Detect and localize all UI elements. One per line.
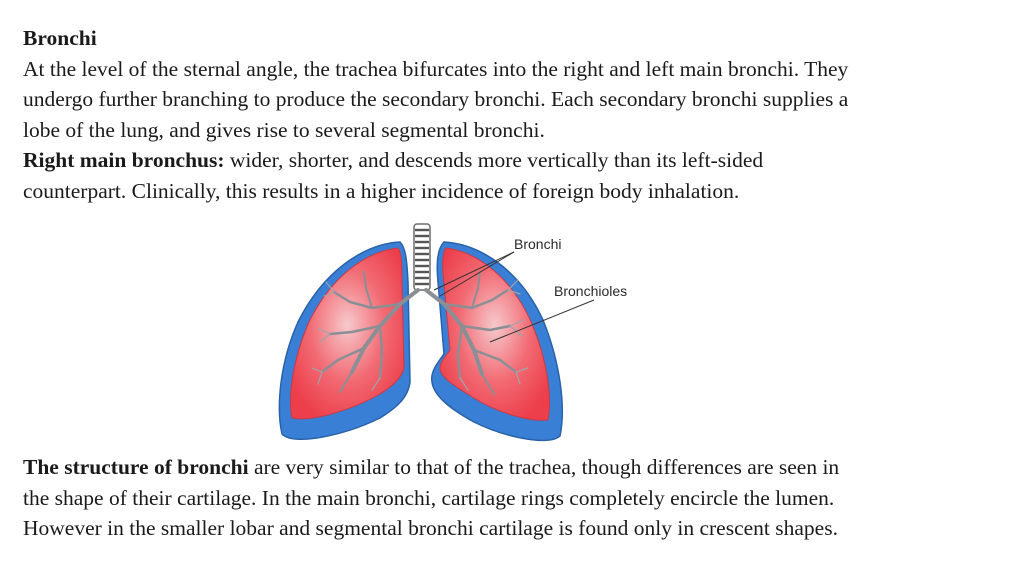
- right-main-text: wider, shorter, and descends more vertically than its left-sided: [224, 148, 764, 172]
- right-main-line-2: counterpart. Clinically, this results in a higher incidence of foreign body inhalation.: [23, 178, 740, 203]
- structure-section: [23, 452, 1008, 544]
- section-heading: Bronchi: [23, 26, 97, 50]
- right-main-label: Right main bronchus:: [23, 148, 225, 172]
- structure-label: The structure of bronchi: [23, 455, 249, 479]
- bronchi-label: Bronchi: [514, 236, 562, 252]
- structure-text: are very similar to that of the trachea, though differences are seen in: [248, 455, 840, 479]
- lungs-diagram: [268, 222, 668, 448]
- left-lung: [432, 242, 563, 440]
- intro-line-3: lobe of the lung, and gives rise to several segmental bronchi.: [23, 117, 545, 142]
- structure-line-1: [23, 452, 1008, 483]
- right-main-line-1: [23, 145, 1008, 176]
- intro-line-2: undergo further branching to produce the secondary bronchi. Each secondary bronchi supplies a: [23, 87, 849, 111]
- structure-line-3: However in the smaller lobar and segmental bronchi cartilage is found only in crescent shapes.: [23, 516, 838, 540]
- bronchioles-label: Bronchioles: [554, 283, 628, 299]
- structure-line-2: the shape of their cartilage. In the main bronchi, cartilage rings completely encircle the lumen.: [23, 485, 835, 510]
- lungs-illustration: [268, 222, 668, 448]
- trachea: [414, 224, 430, 290]
- right-lung: [279, 242, 410, 439]
- intro-line-1: At the level of the sternal angle, the trachea bifurcates into the right and left main bronchi. They: [23, 56, 849, 81]
- intro-section: [23, 23, 1008, 206]
